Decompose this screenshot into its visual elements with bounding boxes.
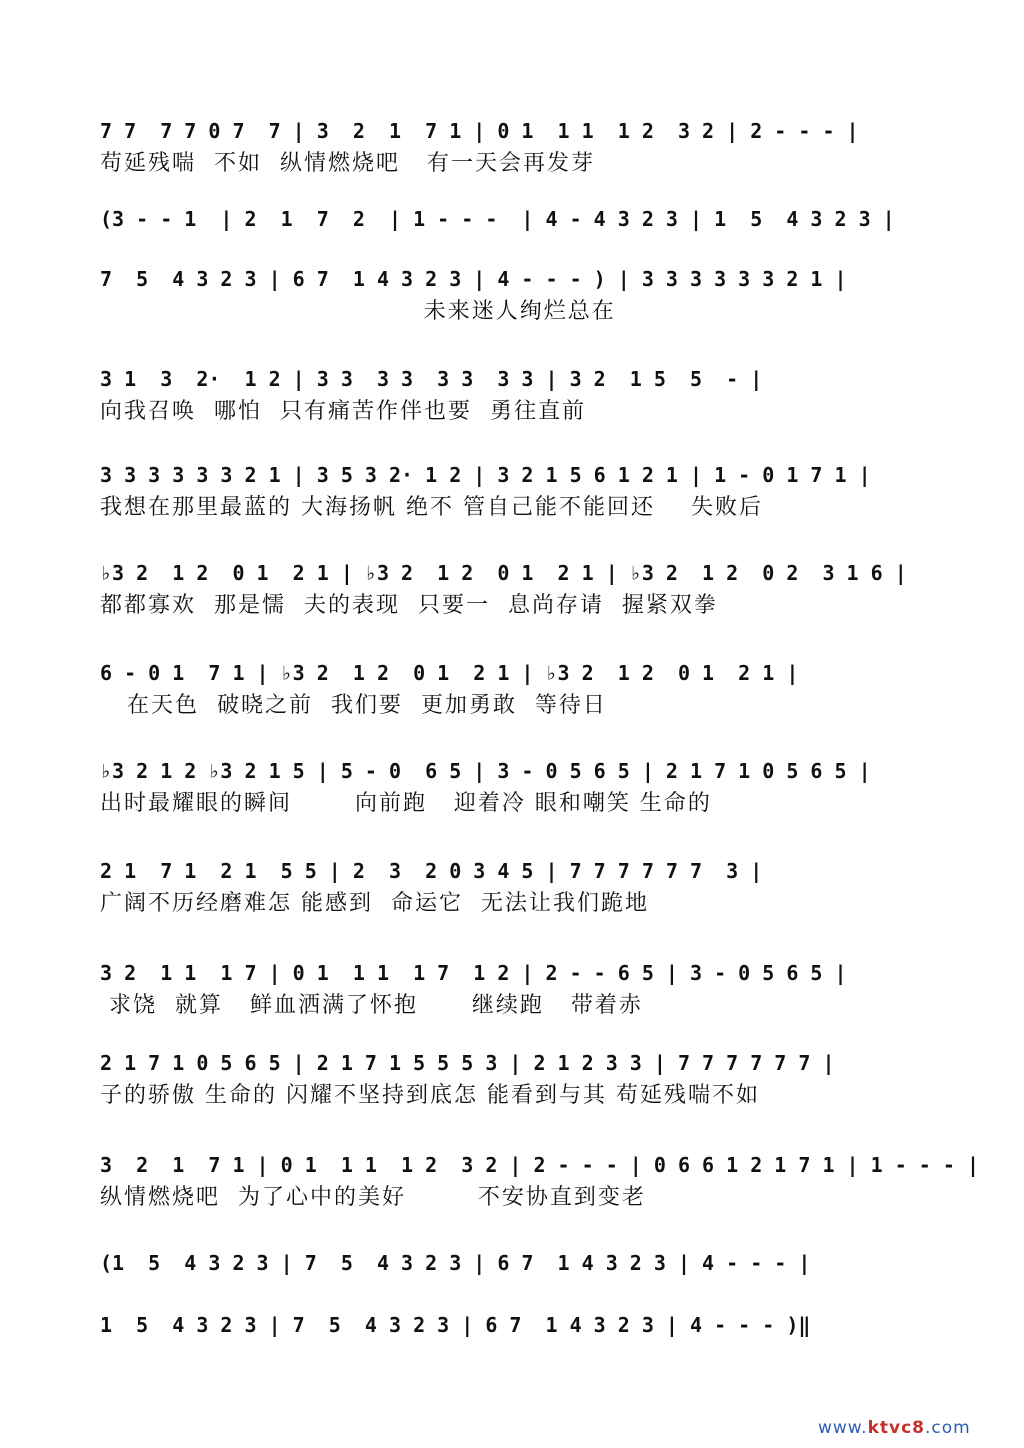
lyric-line-11: 子的骄傲 生命的 闪耀不坚持到底怎 能看到与其 苟延残喘不如 [100,1083,760,1108]
system-9 [100,858,930,918]
notation-line-4: 3 1 3 2· 1 2 | 3 3 3 3 3 3 3 3 | 3 2 1 5 5 - | [100,367,763,391]
lyric-line-5: 我想在那里最蓝的 大海扬帆 绝不 管自己能不能回还 失败后 [100,495,763,520]
system-8 [100,758,930,818]
notation-line-13: (1 5 4 3 2 3 | 7 5 4 3 2 3 | 6 7 1 4 3 2 3 | 4 - - - | [100,1251,811,1275]
notation-line-2: (3 - - 1 | 2 1 7 2 | 1 - - - | 4 - 4 3 2 3 | 1 5 4 3 2 3 | [100,207,895,231]
notation-line-6: ♭3 2 1 2 0 1 2 1 | ♭3 2 1 2 0 1 2 1 | ♭3 2 1 2 0 2 3 1 6 | [100,561,907,585]
system-7 [100,660,930,720]
notation-line-14: 1 5 4 3 2 3 | 7 5 4 3 2 3 | 6 7 1 4 3 2 3 | 4 - - - )‖ [100,1313,811,1337]
lyric-line-9: 广阔不历经磨难怎 能感到 命运它 无法让我们跪地 [100,891,649,916]
notation-line-1: 7 7 7 7 0 7 7 | 3 2 1 7 1 | 0 1 1 1 1 2 3 2 | 2 - - - | [100,119,859,143]
notation-line-12: 3 2 1 7 1 | 0 1 1 1 1 2 3 2 | 2 - - - | 0 6 6 1 2 1 7 1 | 1 - - - | [100,1153,979,1177]
system-1 [100,118,930,178]
system-14 [100,1312,930,1344]
lyric-line-8: 出时最耀眼的瞬间 向前跑 迎着冷 眼和嘲笑 生命的 [100,791,712,816]
lyric-line-7: 在天色 破晓之前 我们要 更加勇敢 等待日 [100,693,607,718]
system-12 [100,1152,979,1212]
notation-line-11: 2 1 7 1 0 5 6 5 | 2 1 7 1 5 5 5 3 | 2 1 2 3 3 | 7 7 7 7 7 7 | [100,1051,835,1075]
system-5 [100,462,930,522]
lyric-line-4: 向我召唤 哪怕 只有痛苦作伴也要 勇往直前 [100,399,586,424]
watermark-prefix: www. [818,1418,868,1438]
system-3 [100,266,930,326]
lyric-line-12: 纵情燃烧吧 为了心中的美好 不安协直到变老 [100,1185,646,1210]
notation-line-3: 7 5 4 3 2 3 | 6 7 1 4 3 2 3 | 4 - - - ) | 3 3 3 3 3 3 2 1 | [100,267,847,291]
lyric-line-10: 求饶 就算 鲜血洒满了怀抱 继续跑 带着赤 [100,993,643,1018]
system-10 [100,960,930,1020]
notation-line-8: ♭3 2 1 2 ♭3 2 1 5 | 5 - 0 6 5 | 3 - 0 5 6 5 | 2 1 7 1 0 5 6 5 | [100,759,871,783]
site-watermark [818,1418,971,1438]
notation-line-7: 6 - 0 1 7 1 | ♭3 2 1 2 0 1 2 1 | ♭3 2 1 2 0 1 2 1 | [100,661,799,685]
system-11 [100,1050,930,1110]
notation-line-10: 3 2 1 1 1 7 | 0 1 1 1 1 7 1 2 | 2 - - 6 5 | 3 - 0 5 6 5 | [100,961,847,985]
lyric-line-6: 都都寡欢 那是懦 夫的表现 只要一 息尚存请 握紧双拳 [100,593,718,618]
notation-line-5: 3 3 3 3 3 3 2 1 | 3 5 3 2· 1 2 | 3 2 1 5 6 1 2 1 | 1 - 0 1 7 1 | [100,463,871,487]
lyric-line-1: 苟延残喘 不如 纵情燃烧吧 有一天会再发芽 [100,151,595,176]
system-4 [100,366,930,426]
watermark-brand: ktvc8 [867,1418,925,1438]
watermark-suffix: .com [924,1418,971,1438]
system-13 [100,1250,930,1282]
lyric-line-3: 未来迷人绚烂总在 [100,299,616,324]
system-2 [100,206,930,238]
notation-line-9: 2 1 7 1 2 1 5 5 | 2 3 2 0 3 4 5 | 7 7 7 7 7 7 3 | [100,859,763,883]
system-6 [100,560,930,620]
